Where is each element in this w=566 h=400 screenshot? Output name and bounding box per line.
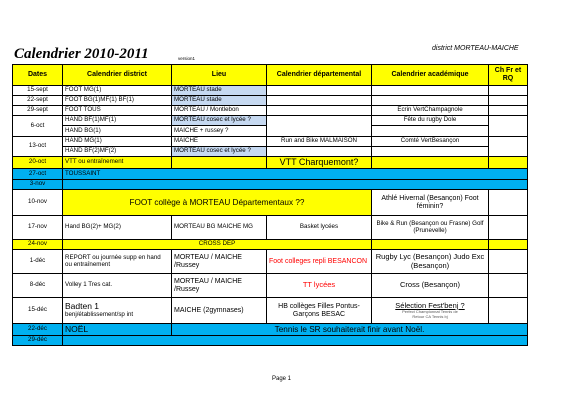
date-cell: 3-nov xyxy=(13,180,63,190)
chfr-cell xyxy=(489,157,528,169)
table-row xyxy=(13,274,528,298)
departemental-cell xyxy=(267,116,372,137)
header-chfr: Ch Fr et RQ xyxy=(489,65,528,86)
district-main: Badten 1 xyxy=(65,301,100,312)
lieu-cell: MORTEAU stade xyxy=(172,86,267,96)
date-cell: 1-déc xyxy=(13,250,63,274)
date-cell: 27-oct xyxy=(13,169,63,180)
table-row xyxy=(13,169,528,180)
header-lieu: Lieu xyxy=(172,65,267,86)
header-dates: Dates xyxy=(13,65,63,86)
district-cell: HAND BG(1) xyxy=(63,126,172,137)
date-cell: 29-sept xyxy=(13,106,63,116)
date-cell: 22-sept xyxy=(13,96,63,106)
district-cell: HAND BF(1)MF(1) xyxy=(63,116,172,126)
header-departemental: Calendrier départemental xyxy=(267,65,372,86)
chfr-cell xyxy=(489,96,528,106)
lieu-cell: MORTEAU cosec et lycée ? xyxy=(172,116,267,126)
date-cell: 17-nov xyxy=(13,216,63,240)
table-row xyxy=(13,116,528,126)
table-row xyxy=(13,180,528,190)
table-row xyxy=(13,137,528,147)
departemental-cell: HB collèges Filles Pontus-Garçons BESAC xyxy=(267,298,372,324)
date-cell: 24-nov xyxy=(13,240,63,250)
version-label: version1 xyxy=(178,56,196,61)
academique-cell xyxy=(372,147,489,157)
date-cell: 8-déc xyxy=(13,274,63,298)
district-cell: REPORT ou journée supp en hand ou entraînement xyxy=(63,250,172,274)
departemental-cell xyxy=(267,147,372,157)
academique-cell: Bike & Run (Besançon ou Frasne) Golf (Prunevelle) xyxy=(372,216,489,240)
academique-note: Retour CA Tennis bj xyxy=(412,313,448,319)
header-academique: Calendrier académique xyxy=(372,65,489,86)
table-row xyxy=(13,336,528,346)
academique-cell: Fête du rugby Dole xyxy=(372,116,489,126)
table-row xyxy=(13,216,528,240)
chfr-cell xyxy=(489,274,528,298)
lieu-cell: MAICHE (2gymnases) xyxy=(172,298,267,324)
page-footer: Page 1 xyxy=(272,376,292,382)
departemental-cell: TT lycées xyxy=(267,274,372,298)
district-cell: VTT ou entraînement xyxy=(63,157,172,169)
district-cell xyxy=(63,298,172,324)
holiday-cell xyxy=(63,336,528,346)
holiday-cell: NOËL xyxy=(63,324,172,336)
departemental-cell: VTT Charquemont? xyxy=(267,157,372,169)
date-cell: 29-déc xyxy=(13,336,63,346)
chfr-cell xyxy=(489,106,528,116)
chfr-cell xyxy=(489,190,528,216)
lieu-cell: MORTEAU / MAICHE /Russey xyxy=(172,250,267,274)
date-cell: 15-sept xyxy=(13,86,63,96)
lieu-cell: MORTEAU cosec et lycée ? xyxy=(172,147,267,157)
academique-cell xyxy=(372,96,489,106)
lieu-cell xyxy=(172,157,267,169)
holiday-cell xyxy=(63,180,528,190)
table-row xyxy=(13,147,528,157)
note-cell: Tennis le SR souhaiterait finir avant Noël. xyxy=(172,324,528,336)
lieu-cell: MORTEAU BG MAICHE MG xyxy=(172,216,267,240)
academique-cell xyxy=(372,126,489,137)
departemental-cell: Foot colleges repli BESANCON xyxy=(267,250,372,274)
academique-cell xyxy=(372,240,489,250)
departemental-cell: Run and Bike MALMAISON xyxy=(267,137,372,147)
lieu-cell: MORTEAU / Montlebon xyxy=(172,106,267,116)
academique-cell: Rugby Lyc (Besançon) Judo Exc (Besançon) xyxy=(372,250,489,274)
chfr-cell xyxy=(489,86,528,96)
academique-cell: Athlé Hivernal (Besançon) Foot féminin? xyxy=(372,190,489,216)
calendar-table xyxy=(12,64,528,346)
departemental-cell: Basket lycées xyxy=(267,216,372,240)
table-row xyxy=(13,324,528,336)
academique-cell: Cross (Besançon) xyxy=(372,274,489,298)
chfr-cell xyxy=(489,250,528,274)
academique-cell: Ecrin VertChampagnole xyxy=(372,106,489,116)
district-cell: FOOT MG(1) xyxy=(63,86,172,96)
table-row xyxy=(13,86,528,96)
date-cell: 20-oct xyxy=(13,157,63,169)
district-cell: FOOT BG(1)MF(1) BF(1) xyxy=(63,96,172,106)
lieu-cell: MORTEAU / MAICHE /Russey xyxy=(172,274,267,298)
table-row xyxy=(13,250,528,274)
table-row xyxy=(13,106,528,116)
table-row xyxy=(13,190,528,216)
departemental-cell xyxy=(267,86,372,96)
academique-cell xyxy=(372,86,489,96)
academique-cell: Comté VertBesançon xyxy=(372,137,489,147)
district-label: district MORTEAU-MAICHE xyxy=(432,45,519,52)
district-cell: CROSS DEP xyxy=(63,240,372,250)
district-cell: FOOT TOUS xyxy=(63,106,172,116)
district-cell: Volley 1 Tres cat. xyxy=(63,274,172,298)
district-cell: HAND BF(2)MF(2) xyxy=(63,147,172,157)
table-row xyxy=(13,298,528,324)
chfr-cell xyxy=(489,216,528,240)
district-cell: Hand BG(2)+ MG(2) xyxy=(63,216,172,240)
header-row xyxy=(13,65,528,86)
table-row xyxy=(13,96,528,106)
table-row xyxy=(13,240,528,250)
header-district: Calendrier district xyxy=(63,65,172,86)
district-cell: HAND MG(1) xyxy=(63,137,172,147)
academique-cell xyxy=(372,157,489,169)
page-title: Calendrier 2010-2011 xyxy=(14,46,149,62)
date-cell: 6-oct xyxy=(13,116,63,137)
departemental-cell xyxy=(267,96,372,106)
lieu-cell: MAICHE xyxy=(172,137,267,147)
chfr-cell xyxy=(489,240,528,250)
district-cell: FOOT collège à MORTEAU Départementaux ?? xyxy=(63,190,372,216)
district-sub: benj/établissement/sp int xyxy=(65,310,134,318)
date-cell: 22-déc xyxy=(13,324,63,336)
lieu-cell: MAICHE + russey ? xyxy=(172,126,267,137)
date-cell: 10-nov xyxy=(13,190,63,216)
academique-main: Sélection Fest'benj ? xyxy=(395,300,465,310)
chfr-cell xyxy=(489,116,528,137)
lieu-cell: MORTEAU stade xyxy=(172,96,267,106)
academique-cell xyxy=(372,298,489,324)
academique-note: Perfect Championnat Tennis de xyxy=(402,309,458,315)
date-cell: 13-oct xyxy=(13,137,63,157)
chfr-cell xyxy=(489,137,528,157)
departemental-cell xyxy=(267,106,372,116)
table-row xyxy=(13,157,528,169)
date-cell: 15-déc xyxy=(13,298,63,324)
holiday-cell: TOUSSAINT xyxy=(63,169,528,180)
chfr-cell xyxy=(489,298,528,324)
